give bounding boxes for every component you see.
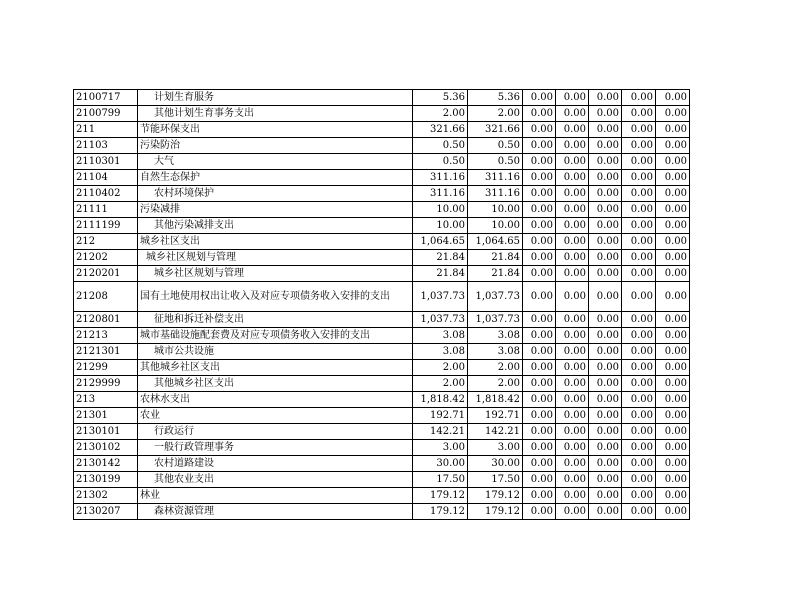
subject-code-cell: 2100799	[74, 106, 138, 122]
amount-cell-7: 0.00	[656, 282, 690, 312]
amount-cell-6: 0.00	[622, 122, 656, 138]
amount-cell-5: 0.00	[589, 154, 622, 170]
amount-cell-3: 0.00	[523, 90, 556, 106]
amount-cell-3: 0.00	[523, 392, 556, 408]
basic-expenditure-cell: 2.00	[468, 106, 523, 122]
amount-cell-5: 0.00	[589, 312, 622, 328]
total-amount-cell: 3.00	[413, 440, 468, 456]
basic-expenditure-cell: 10.00	[468, 202, 523, 218]
amount-cell-3: 0.00	[523, 328, 556, 344]
amount-cell-7: 0.00	[656, 90, 690, 106]
amount-cell-7: 0.00	[656, 234, 690, 250]
amount-cell-3: 0.00	[523, 138, 556, 154]
table-row	[74, 250, 690, 266]
amount-cell-5: 0.00	[589, 360, 622, 376]
total-amount-cell: 10.00	[413, 218, 468, 234]
subject-code-cell: 21103	[74, 138, 138, 154]
amount-cell-3: 0.00	[523, 456, 556, 472]
amount-cell-4: 0.00	[556, 234, 589, 250]
table-row	[74, 408, 690, 424]
budget-table-page	[73, 89, 689, 520]
subject-code-cell: 2110301	[74, 154, 138, 170]
basic-expenditure-cell: 0.50	[468, 154, 523, 170]
table-row	[74, 376, 690, 392]
amount-cell-6: 0.00	[622, 312, 656, 328]
amount-cell-4: 0.00	[556, 312, 589, 328]
amount-cell-7: 0.00	[656, 202, 690, 218]
total-amount-cell: 311.16	[413, 170, 468, 186]
table-row	[74, 138, 690, 154]
total-amount-cell: 179.12	[413, 504, 468, 520]
amount-cell-4: 0.00	[556, 106, 589, 122]
subject-code-cell: 2130207	[74, 504, 138, 520]
amount-cell-7: 0.00	[656, 392, 690, 408]
table-row	[74, 392, 690, 408]
subject-code-cell: 2129999	[74, 376, 138, 392]
amount-cell-7: 0.00	[656, 408, 690, 424]
subject-code-cell: 21213	[74, 328, 138, 344]
amount-cell-7: 0.00	[656, 138, 690, 154]
amount-cell-7: 0.00	[656, 106, 690, 122]
amount-cell-7: 0.00	[656, 376, 690, 392]
amount-cell-6: 0.00	[622, 218, 656, 234]
amount-cell-3: 0.00	[523, 312, 556, 328]
subject-code-cell: 213	[74, 392, 138, 408]
basic-expenditure-cell: 17.50	[468, 472, 523, 488]
table-row	[74, 456, 690, 472]
amount-cell-5: 0.00	[589, 376, 622, 392]
amount-cell-7: 0.00	[656, 154, 690, 170]
total-amount-cell: 21.84	[413, 250, 468, 266]
amount-cell-6: 0.00	[622, 392, 656, 408]
amount-cell-4: 0.00	[556, 328, 589, 344]
table-row	[74, 488, 690, 504]
total-amount-cell: 30.00	[413, 456, 468, 472]
amount-cell-6: 0.00	[622, 328, 656, 344]
subject-code-cell: 21301	[74, 408, 138, 424]
amount-cell-6: 0.00	[622, 424, 656, 440]
subject-name-cell: 城市公共设施	[138, 344, 413, 360]
amount-cell-5: 0.00	[589, 250, 622, 266]
total-amount-cell: 3.08	[413, 328, 468, 344]
amount-cell-7: 0.00	[656, 218, 690, 234]
basic-expenditure-cell: 192.71	[468, 408, 523, 424]
subject-code-cell: 2120201	[74, 266, 138, 282]
amount-cell-3: 0.00	[523, 488, 556, 504]
basic-expenditure-cell: 21.84	[468, 250, 523, 266]
amount-cell-7: 0.00	[656, 360, 690, 376]
amount-cell-5: 0.00	[589, 90, 622, 106]
subject-name-cell: 污染减排	[138, 202, 413, 218]
amount-cell-6: 0.00	[622, 138, 656, 154]
budget-expenditure-table	[73, 89, 690, 520]
subject-name-cell: 其他城乡社区支出	[138, 360, 413, 376]
amount-cell-4: 0.00	[556, 170, 589, 186]
subject-code-cell: 2130101	[74, 424, 138, 440]
amount-cell-6: 0.00	[622, 282, 656, 312]
amount-cell-6: 0.00	[622, 154, 656, 170]
amount-cell-4: 0.00	[556, 282, 589, 312]
subject-name-cell: 农林水支出	[138, 392, 413, 408]
table-row	[74, 122, 690, 138]
subject-code-cell: 2130102	[74, 440, 138, 456]
total-amount-cell: 5.36	[413, 90, 468, 106]
amount-cell-3: 0.00	[523, 106, 556, 122]
amount-cell-4: 0.00	[556, 504, 589, 520]
basic-expenditure-cell: 2.00	[468, 360, 523, 376]
subject-code-cell: 211	[74, 122, 138, 138]
total-amount-cell: 311.16	[413, 186, 468, 202]
amount-cell-5: 0.00	[589, 122, 622, 138]
subject-name-cell: 行政运行	[138, 424, 413, 440]
subject-code-cell: 2130199	[74, 472, 138, 488]
amount-cell-5: 0.00	[589, 170, 622, 186]
subject-code-cell: 2120801	[74, 312, 138, 328]
subject-code-cell: 212	[74, 234, 138, 250]
amount-cell-4: 0.00	[556, 202, 589, 218]
total-amount-cell: 1,064.65	[413, 234, 468, 250]
subject-name-cell: 一般行政管理事务	[138, 440, 413, 456]
amount-cell-4: 0.00	[556, 488, 589, 504]
subject-name-cell: 农业	[138, 408, 413, 424]
amount-cell-7: 0.00	[656, 472, 690, 488]
amount-cell-7: 0.00	[656, 266, 690, 282]
amount-cell-4: 0.00	[556, 344, 589, 360]
total-amount-cell: 2.00	[413, 106, 468, 122]
amount-cell-5: 0.00	[589, 282, 622, 312]
subject-name-cell: 林业	[138, 488, 413, 504]
subject-name-cell: 污染防治	[138, 138, 413, 154]
subject-name-cell: 城乡社区规划与管理	[138, 266, 413, 282]
subject-name-cell: 其他农业支出	[138, 472, 413, 488]
basic-expenditure-cell: 3.00	[468, 440, 523, 456]
basic-expenditure-cell: 179.12	[468, 504, 523, 520]
subject-code-cell: 21111	[74, 202, 138, 218]
subject-name-cell: 农村环境保护	[138, 186, 413, 202]
amount-cell-7: 0.00	[656, 312, 690, 328]
amount-cell-6: 0.00	[622, 504, 656, 520]
table-row	[74, 312, 690, 328]
amount-cell-7: 0.00	[656, 250, 690, 266]
amount-cell-7: 0.00	[656, 424, 690, 440]
amount-cell-4: 0.00	[556, 472, 589, 488]
total-amount-cell: 0.50	[413, 154, 468, 170]
subject-name-cell: 大气	[138, 154, 413, 170]
table-row	[74, 202, 690, 218]
table-row	[74, 170, 690, 186]
amount-cell-3: 0.00	[523, 266, 556, 282]
total-amount-cell: 3.08	[413, 344, 468, 360]
amount-cell-5: 0.00	[589, 408, 622, 424]
subject-name-cell: 节能环保支出	[138, 122, 413, 138]
amount-cell-4: 0.00	[556, 90, 589, 106]
amount-cell-3: 0.00	[523, 376, 556, 392]
amount-cell-3: 0.00	[523, 202, 556, 218]
total-amount-cell: 1,818.42	[413, 392, 468, 408]
basic-expenditure-cell: 3.08	[468, 344, 523, 360]
basic-expenditure-cell: 30.00	[468, 456, 523, 472]
subject-name-cell: 城乡社区支出	[138, 234, 413, 250]
table-row	[74, 424, 690, 440]
amount-cell-7: 0.00	[656, 122, 690, 138]
amount-cell-6: 0.00	[622, 376, 656, 392]
table-row	[74, 472, 690, 488]
amount-cell-7: 0.00	[656, 328, 690, 344]
subject-code-cell: 21299	[74, 360, 138, 376]
amount-cell-3: 0.00	[523, 344, 556, 360]
amount-cell-5: 0.00	[589, 138, 622, 154]
amount-cell-3: 0.00	[523, 504, 556, 520]
amount-cell-3: 0.00	[523, 424, 556, 440]
amount-cell-3: 0.00	[523, 282, 556, 312]
basic-expenditure-cell: 311.16	[468, 170, 523, 186]
subject-name-cell: 计划生育服务	[138, 90, 413, 106]
amount-cell-6: 0.00	[622, 472, 656, 488]
amount-cell-6: 0.00	[622, 266, 656, 282]
subject-code-cell: 2100717	[74, 90, 138, 106]
basic-expenditure-cell: 1,818.42	[468, 392, 523, 408]
amount-cell-7: 0.00	[656, 456, 690, 472]
amount-cell-4: 0.00	[556, 360, 589, 376]
amount-cell-5: 0.00	[589, 202, 622, 218]
amount-cell-5: 0.00	[589, 234, 622, 250]
total-amount-cell: 321.66	[413, 122, 468, 138]
amount-cell-5: 0.00	[589, 488, 622, 504]
total-amount-cell: 142.21	[413, 424, 468, 440]
basic-expenditure-cell: 3.08	[468, 328, 523, 344]
amount-cell-5: 0.00	[589, 504, 622, 520]
table-row	[74, 266, 690, 282]
subject-name-cell: 国有土地使用权出让收入及对应专项债务收入安排的支出	[138, 282, 413, 312]
amount-cell-7: 0.00	[656, 170, 690, 186]
basic-expenditure-cell: 2.00	[468, 376, 523, 392]
amount-cell-7: 0.00	[656, 344, 690, 360]
amount-cell-3: 0.00	[523, 360, 556, 376]
amount-cell-4: 0.00	[556, 424, 589, 440]
total-amount-cell: 0.50	[413, 138, 468, 154]
amount-cell-6: 0.00	[622, 90, 656, 106]
basic-expenditure-cell: 321.66	[468, 122, 523, 138]
table-row	[74, 218, 690, 234]
basic-expenditure-cell: 179.12	[468, 488, 523, 504]
amount-cell-3: 0.00	[523, 440, 556, 456]
amount-cell-5: 0.00	[589, 440, 622, 456]
amount-cell-5: 0.00	[589, 328, 622, 344]
amount-cell-5: 0.00	[589, 106, 622, 122]
total-amount-cell: 192.71	[413, 408, 468, 424]
amount-cell-6: 0.00	[622, 488, 656, 504]
subject-name-cell: 城市基础设施配套费及对应专项债务收入安排的支出	[138, 328, 413, 344]
amount-cell-4: 0.00	[556, 250, 589, 266]
total-amount-cell: 1,037.73	[413, 282, 468, 312]
amount-cell-6: 0.00	[622, 106, 656, 122]
amount-cell-6: 0.00	[622, 186, 656, 202]
amount-cell-3: 0.00	[523, 234, 556, 250]
amount-cell-4: 0.00	[556, 266, 589, 282]
amount-cell-3: 0.00	[523, 186, 556, 202]
table-row	[74, 234, 690, 250]
subject-name-cell: 其他污染减排支出	[138, 218, 413, 234]
amount-cell-4: 0.00	[556, 154, 589, 170]
total-amount-cell: 179.12	[413, 488, 468, 504]
amount-cell-4: 0.00	[556, 456, 589, 472]
subject-name-cell: 农村道路建设	[138, 456, 413, 472]
basic-expenditure-cell: 1,064.65	[468, 234, 523, 250]
amount-cell-6: 0.00	[622, 360, 656, 376]
basic-expenditure-cell: 311.16	[468, 186, 523, 202]
subject-code-cell: 21208	[74, 282, 138, 312]
table-row	[74, 106, 690, 122]
amount-cell-3: 0.00	[523, 250, 556, 266]
basic-expenditure-cell: 0.50	[468, 138, 523, 154]
table-row	[74, 360, 690, 376]
subject-name-cell: 自然生态保护	[138, 170, 413, 186]
total-amount-cell: 1,037.73	[413, 312, 468, 328]
amount-cell-6: 0.00	[622, 234, 656, 250]
amount-cell-7: 0.00	[656, 504, 690, 520]
amount-cell-5: 0.00	[589, 392, 622, 408]
table-row	[74, 90, 690, 106]
amount-cell-6: 0.00	[622, 440, 656, 456]
table-row	[74, 440, 690, 456]
amount-cell-6: 0.00	[622, 344, 656, 360]
amount-cell-3: 0.00	[523, 154, 556, 170]
amount-cell-5: 0.00	[589, 266, 622, 282]
subject-name-cell: 森林资源管理	[138, 504, 413, 520]
amount-cell-3: 0.00	[523, 170, 556, 186]
subject-name-cell: 其他计划生育事务支出	[138, 106, 413, 122]
amount-cell-5: 0.00	[589, 186, 622, 202]
table-row	[74, 154, 690, 170]
amount-cell-4: 0.00	[556, 218, 589, 234]
total-amount-cell: 2.00	[413, 360, 468, 376]
amount-cell-6: 0.00	[622, 456, 656, 472]
basic-expenditure-cell: 1,037.73	[468, 282, 523, 312]
subject-code-cell: 21104	[74, 170, 138, 186]
total-amount-cell: 10.00	[413, 202, 468, 218]
basic-expenditure-cell: 21.84	[468, 266, 523, 282]
table-row	[74, 344, 690, 360]
amount-cell-7: 0.00	[656, 488, 690, 504]
amount-cell-3: 0.00	[523, 472, 556, 488]
amount-cell-3: 0.00	[523, 218, 556, 234]
subject-code-cell: 2130142	[74, 456, 138, 472]
table-row	[74, 504, 690, 520]
amount-cell-5: 0.00	[589, 218, 622, 234]
total-amount-cell: 21.84	[413, 266, 468, 282]
table-row	[74, 186, 690, 202]
amount-cell-4: 0.00	[556, 408, 589, 424]
subject-code-cell: 21202	[74, 250, 138, 266]
total-amount-cell: 17.50	[413, 472, 468, 488]
subject-name-cell: 其他城乡社区支出	[138, 376, 413, 392]
subject-code-cell: 2110402	[74, 186, 138, 202]
subject-name-cell: 城乡社区规划与管理	[138, 250, 413, 266]
subject-code-cell: 21302	[74, 488, 138, 504]
amount-cell-7: 0.00	[656, 186, 690, 202]
amount-cell-3: 0.00	[523, 408, 556, 424]
amount-cell-4: 0.00	[556, 122, 589, 138]
subject-name-cell: 征地和拆迁补偿支出	[138, 312, 413, 328]
basic-expenditure-cell: 10.00	[468, 218, 523, 234]
total-amount-cell: 2.00	[413, 376, 468, 392]
amount-cell-4: 0.00	[556, 440, 589, 456]
amount-cell-4: 0.00	[556, 376, 589, 392]
basic-expenditure-cell: 142.21	[468, 424, 523, 440]
amount-cell-4: 0.00	[556, 138, 589, 154]
amount-cell-6: 0.00	[622, 408, 656, 424]
amount-cell-4: 0.00	[556, 392, 589, 408]
amount-cell-3: 0.00	[523, 122, 556, 138]
basic-expenditure-cell: 5.36	[468, 90, 523, 106]
basic-expenditure-cell: 1,037.73	[468, 312, 523, 328]
amount-cell-5: 0.00	[589, 456, 622, 472]
table-row	[74, 282, 690, 312]
amount-cell-6: 0.00	[622, 170, 656, 186]
amount-cell-5: 0.00	[589, 344, 622, 360]
subject-code-cell: 2121301	[74, 344, 138, 360]
amount-cell-6: 0.00	[622, 202, 656, 218]
subject-code-cell: 2111199	[74, 218, 138, 234]
amount-cell-4: 0.00	[556, 186, 589, 202]
amount-cell-6: 0.00	[622, 250, 656, 266]
table-body	[74, 90, 690, 520]
amount-cell-7: 0.00	[656, 440, 690, 456]
amount-cell-5: 0.00	[589, 424, 622, 440]
table-row	[74, 328, 690, 344]
amount-cell-5: 0.00	[589, 472, 622, 488]
